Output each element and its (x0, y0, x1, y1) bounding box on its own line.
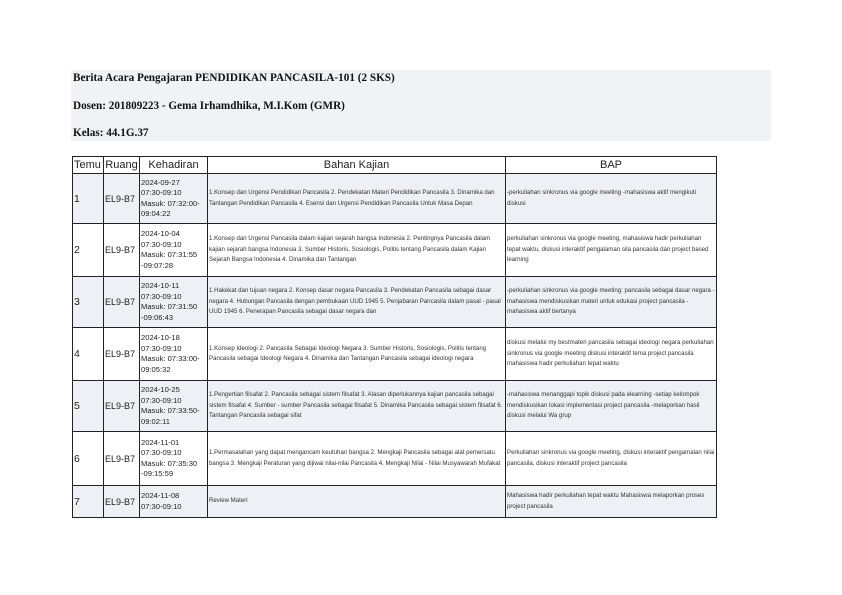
attendance-table (72, 156, 717, 518)
kehadiran-time: 07:30-09:10 (141, 501, 182, 511)
cell-kehadiran (140, 224, 208, 277)
cell-temu: 7 (73, 486, 104, 518)
cell-temu: 2 (73, 224, 104, 277)
table-row (73, 381, 717, 432)
cell-bahan-kajian: 1.Konsep dan Urgensi Pendidikan Pancasila 2. Pendekatan Materi Pendidikan Pancasila 3. Dinamika dan Tantangan Pendidikan Pancasila 4. Esensi dan Urgensi Pendidikan Pancasila Untuk Masa Depan (208, 174, 506, 224)
cell-kehadiran (140, 486, 208, 518)
table-row (73, 486, 717, 518)
lecturer-line: Dosen: 201809223 - Gema Irhamdhika, M.I.Kom (GMR) (73, 100, 345, 112)
cell-ruang: EL9-B7 (104, 486, 140, 518)
table-row (73, 277, 717, 328)
cell-kehadiran (140, 328, 208, 381)
kehadiran-date: 2024-11-08 (141, 491, 180, 500)
kehadiran-time: 07:30-09:10 (141, 395, 182, 405)
cell-ruang: EL9-B7 (104, 328, 140, 381)
kehadiran-masuk: Masuk: 07:32:00-09:04:22 (141, 198, 200, 218)
table-row (73, 328, 717, 381)
cell-bap: perkuliahan sinkronus via google meeting, mahasiswa hadir perkuliahan tepat waktu, diskusi interaktif pengalaman sila pancasila dan project based learning (506, 224, 717, 277)
col-header-bap: BAP (506, 157, 717, 174)
table-row (73, 224, 717, 277)
cell-bap: diskusi melalui my bestmateri pancasila sebagai ideologi negara perkuliahan sinkronus via google meeting diskusi interaktif tema project pancasila mahasiswa hadir perkuliahan tepat waktu (506, 328, 717, 381)
table-row (73, 174, 717, 224)
kehadiran-masuk: Masuk: 07:33:50-09:02:11 (141, 406, 200, 426)
kehadiran-time: 07:30-09:10 (141, 343, 182, 353)
kehadiran-time: 07:30-09:10 (141, 239, 182, 249)
kehadiran-masuk: Masuk: 07:33:00-09:05:32 (141, 354, 200, 374)
kehadiran-masuk: Masuk: 07:31:55 -09:07:28 (141, 250, 198, 270)
cell-temu: 1 (73, 174, 104, 224)
cell-bap: Perkuliahan sinkronus via google meeting, diskusi interaktif pengamalan nilai pancasila, diskusi interaktif project pancasila (506, 432, 717, 486)
cell-temu: 5 (73, 381, 104, 432)
cell-bahan-kajian: 1.Konsep Ideologi 2. Pancasila Sebagai Ideologi Negara 3. Sumber Historis, Sosiologis, Politis tentang Pancasila sebagai Ideologi Negara 4. Dinamika dan Tantangan Pancasila sebagai ideologi negara (208, 328, 506, 381)
kehadiran-date: 2024-10-25 (141, 385, 180, 394)
cell-temu: 4 (73, 328, 104, 381)
kehadiran-time: 07:30-09:10 (141, 448, 182, 457)
col-header-kehadiran: Kehadiran (140, 157, 208, 174)
kehadiran-time: 07:30-09:10 (141, 188, 182, 197)
cell-temu: 3 (73, 277, 104, 328)
class-line: Kelas: 44.1G.37 (73, 127, 149, 139)
kehadiran-date: 2024-11-01 (141, 437, 180, 447)
cell-ruang: EL9-B7 (104, 174, 140, 224)
kehadiran-date: 2024-10-18 (141, 333, 180, 342)
kehadiran-masuk: Masuk: 07:31:50 -09:06:43 (141, 302, 198, 322)
kehadiran-masuk: Masuk: 07:35:30 -09:15:59 (141, 458, 198, 478)
table-row (73, 432, 717, 486)
cell-kehadiran (140, 174, 208, 224)
kehadiran-date: 2024-10-11 (141, 281, 180, 290)
cell-kehadiran (140, 432, 208, 486)
cell-ruang: EL9-B7 (104, 432, 140, 486)
cell-bahan-kajian: 1.Konsep dan Urgensi Pancasila dalam kajian sejarah bangsa Indonesia 2. Pentingnya Pancasila dalam kajian sejarah bangsa Indonesia 3. Sumber Historis, Sosiologis, Politis tentang Pancasila dalam Kajian Sejarah Bangsa Indonesia 4. Dinamika dan Tantangan (208, 224, 506, 277)
kehadiran-date: 2024-10-04 (141, 229, 180, 238)
cell-ruang: EL9-B7 (104, 381, 140, 432)
cell-bap: -perkuliahan sinkronus via google meeting -mahasiswa aktif mengikuti diskusi (506, 174, 717, 224)
col-header-bahan-kajian: Bahan Kajian (208, 157, 506, 174)
col-header-temu: Temu (73, 157, 104, 174)
kehadiran-time: 07:30-09:10 (141, 291, 182, 301)
cell-ruang: EL9-B7 (104, 224, 140, 277)
cell-kehadiran (140, 277, 208, 328)
cell-bahan-kajian: 1.Permasalahan yang dapat mengancam keutuhan bangsa 2. Mengkaji Pancasila sebagai alat pemersatu bangsa 3. Mengkaji Peraturan yang dijiwai nilai-nilai Pancasila 4. Mengkaji Nilai - Nilai Musyawarah Mufakat (208, 432, 506, 486)
col-header-ruang: Ruang (104, 157, 140, 174)
cell-bap: -mahasiswa menanggapi topik diskusi pada elearning -setiap kelompok mendiskusikan lokasi implementasi project pancasila -melaporkan hasil diskusi melalui Wa grup (506, 381, 717, 432)
cell-bahan-kajian: 1.Pengertian filsafat 2. Pancasila sebagai sistem filsafat 3. Alasan diperlukannya kajian pancasila sebagai sistem filsafat 4. Sumber - sumber Pancasila sebagai filsafat 5. Dinamika Pancasila sebagai sistem filsafat 6. Tantangan Pancasila sebagai sifat (208, 381, 506, 432)
cell-bahan-kajian: Review Materi (208, 486, 506, 518)
kehadiran-date: 2024-09-27 (141, 177, 180, 187)
page-title: Berita Acara Pengajaran PENDIDIKAN PANCASILA-101 (2 SKS) (73, 72, 395, 84)
cell-kehadiran (140, 381, 208, 432)
cell-bahan-kajian: 1.Hakekat dan tujuan negara 2. Konsep dasar negara Pancasila 3. Pendekatan Pancasila sebagai dasar negara 4. Hubungan Pancasila dengan pembukaan UUD 1945 5. Penjabaran Pancasila dalam pasal - pasal UUD 1945 6. Penerapan Pancasila sebagai dasar negara dan (208, 277, 506, 328)
cell-ruang: EL9-B7 (104, 277, 140, 328)
cell-temu: 6 (73, 432, 104, 486)
table-header-row (73, 157, 717, 174)
cell-bap: Mahasiswa hadir perkuliahan tepat waktu Mahasiswa melaporkan proses project pancasila (506, 486, 717, 518)
cell-bap: -perkuliahan sinkronus via google meeting: pancasila sebagai dasar negara -mahasiswa mendiskusikan materi untuk edukasi project pancasila -mahasiswa aktif bertanya (506, 277, 717, 328)
